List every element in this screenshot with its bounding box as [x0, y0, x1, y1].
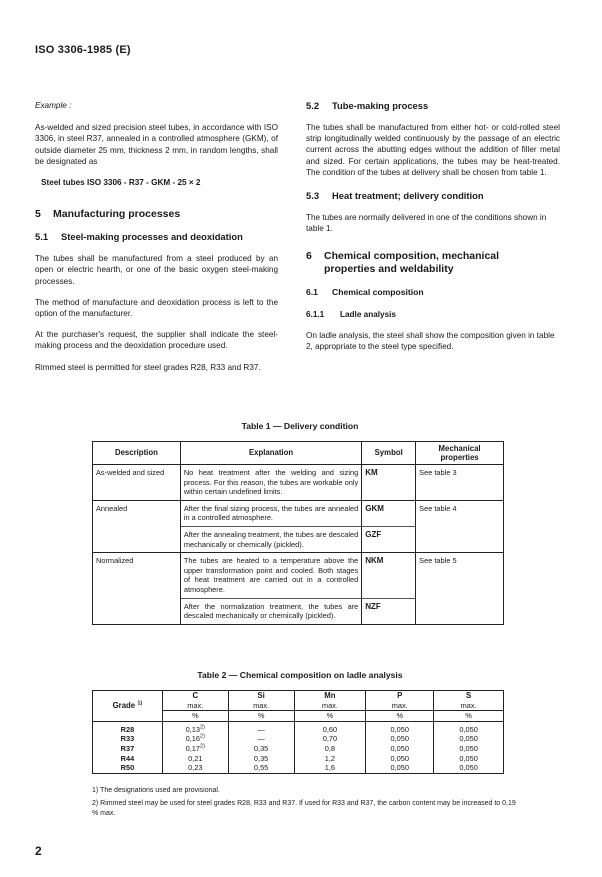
cell-symbol: GZF — [362, 526, 416, 552]
table-2-footnote-2: 2) Rimmed steel may be used for steel grades R28, R33 and R37. If used for R33 and R37, the carbon content may be increased to 0,19 % max. — [92, 800, 516, 817]
table-row — [93, 553, 504, 598]
cell-si: — — [228, 721, 294, 734]
header-c: C — [162, 691, 228, 701]
cell-max: max. — [162, 701, 228, 711]
section-6-heading — [306, 250, 560, 276]
cell-p: 0,050 — [366, 744, 434, 754]
designation-text: Steel tubes ISO 3306 - R37 - GKM - 25 × 2 — [41, 178, 201, 188]
table-1-delivery-condition — [92, 441, 504, 625]
header-si: Si — [228, 691, 294, 701]
section-number: 6 — [306, 250, 312, 263]
table-row — [93, 734, 504, 744]
table-header-row — [93, 442, 504, 465]
section-number: 5.1 — [35, 231, 49, 243]
section-6-1-1-heading — [306, 309, 560, 320]
table-row — [93, 598, 504, 624]
cell-unit: % — [434, 711, 504, 722]
cell-s: 0,050 — [434, 734, 504, 744]
cell-explanation: After the annealing treatment, the tubes are descaled mechanically or chemically (pickled). — [180, 526, 361, 552]
section-title: Chemical composition, mechanical properties and weldability — [324, 250, 500, 276]
table-row — [93, 763, 504, 773]
cell-grade: R44 — [93, 754, 163, 764]
cell-grade: R28 — [93, 721, 163, 734]
section-title: Steel-making processes and deoxidation — [61, 231, 243, 243]
table-2-chemical-composition — [92, 690, 504, 774]
section-number: 5.2 — [306, 100, 320, 111]
cell-explanation: The tubes are heated to a temperature above the upper transformation point and cooled. Both stages of heat treatment are carried out in a controlled atmosphere. — [180, 553, 361, 598]
cell-description: Annealed — [93, 500, 181, 526]
section-title: Tube-making process — [332, 100, 429, 111]
document-header: ISO 3306-1985 (E) — [35, 44, 131, 56]
example-text: As-welded and sized precision steel tubes, in accordance with ISO 3306, in steel R37, annealed in a controlled atmosphere (GKM), of outside diameter 25 mm, thickness 2 mm, in random lengths, shall be designated as — [35, 123, 278, 166]
paragraph-tube-making: The tubes shall be manufactured from either hot- or cold-rolled steel strip longitudinally welded continuously by the passage of an electric current across the abutting edges without the addition of filler metal and sized. For certain applications, the tubes may be heat-treated. The condition of the tubes at delivery shall be chosen from table 1. — [306, 123, 560, 177]
right-column — [306, 100, 560, 352]
cell-description-empty — [93, 598, 181, 624]
section-5-3-heading — [306, 190, 560, 202]
section-6-1-heading — [306, 287, 560, 298]
paragraph-rimmed-steel: Rimmed steel is permitted for steel grades R28, R33 and R37. — [35, 362, 261, 372]
cell-max: max. — [366, 701, 434, 711]
cell-si: 0,55 — [228, 763, 294, 773]
cell-explanation: No heat treatment after the welding and sizing process. For this reason, the tubes are workable only within certain undefined limits. — [180, 465, 361, 501]
cell-symbol: GKM — [362, 500, 416, 526]
cell-s: 0,050 — [434, 744, 504, 754]
cell-unit: % — [294, 711, 366, 722]
table-header-row — [93, 691, 504, 701]
table-row — [93, 744, 504, 754]
table-row — [93, 526, 504, 552]
table-2-caption: Table 2 — Chemical composition on ladle analysis — [197, 670, 403, 680]
cell-grade: R33 — [93, 734, 163, 744]
table-2-footnote-1: 1) The designations used are provisional. — [92, 787, 220, 794]
cell-description-empty — [93, 526, 181, 552]
cell-p: 0,050 — [366, 721, 434, 734]
cell-s: 0,050 — [434, 763, 504, 773]
paragraph-manufacture-method: The method of manufacture and deoxidation process is left to the option of the manufacturer. — [35, 297, 278, 319]
cell-p: 0,050 — [366, 734, 434, 744]
paragraph-ladle-analysis: On ladle analysis, the steel shall show the composition given in table 2, appropriate to the steel type specified. — [306, 330, 555, 352]
header-mechanical-properties: Mechanical properties — [416, 442, 504, 465]
section-title: Ladle analysis — [340, 309, 396, 319]
cell-mechanical: See table 5 — [416, 553, 504, 598]
table-1-caption: Table 1 — Delivery condition — [241, 421, 359, 431]
cell-s: 0,050 — [434, 721, 504, 734]
cell-explanation: After the normalization treatment, the tubes are descaled mechanically or chemically (pickled). — [180, 598, 361, 624]
cell-mechanical-empty — [416, 598, 504, 624]
cell-si: 0,35 — [228, 754, 294, 764]
cell-si: 0,35 — [228, 744, 294, 754]
cell-mechanical-empty — [416, 526, 504, 552]
header-description: Description — [93, 442, 181, 465]
cell-mn: 1,2 — [294, 754, 366, 764]
section-5-2-heading — [306, 100, 560, 112]
page-number: 2 — [35, 844, 42, 858]
cell-s: 0,050 — [434, 754, 504, 764]
table-row — [93, 465, 504, 501]
cell-max: max. — [434, 701, 504, 711]
section-number: 5.3 — [306, 190, 320, 202]
section-5-1-heading — [35, 231, 278, 243]
cell-symbol: NKM — [362, 553, 416, 598]
cell-unit: % — [228, 711, 294, 722]
cell-p: 0,050 — [366, 754, 434, 764]
cell-si: — — [228, 734, 294, 744]
section-5-heading — [35, 208, 278, 221]
cell-grade: R37 — [93, 744, 163, 754]
section-title: Chemical composition — [332, 287, 424, 298]
table-row — [93, 754, 504, 764]
section-title: Heat treatment; delivery condition — [332, 190, 484, 202]
cell-unit: % — [366, 711, 434, 722]
header-symbol: Symbol — [362, 442, 416, 465]
cell-max: max. — [294, 701, 366, 711]
cell-mn: 0,60 — [294, 721, 366, 734]
cell-c: 0,17$^{2)}$ — [162, 744, 228, 754]
cell-c: 0,21 — [162, 754, 228, 764]
cell-explanation: After the final sizing process, the tubes are annealed in a controlled atmosphere. — [180, 500, 361, 526]
cell-c: 0,13$^{2)}$ — [162, 721, 228, 734]
header-explanation: Explanation — [180, 442, 361, 465]
example-label: Example : — [35, 101, 72, 110]
header-p: P — [366, 691, 434, 701]
header-s: S — [434, 691, 504, 701]
cell-c: 0,16$^{2)}$ — [162, 734, 228, 744]
paragraph-heat-treatment: The tubes are normally delivered in one of the conditions shown in table 1. — [306, 213, 547, 234]
cell-c: 0,23 — [162, 763, 228, 773]
cell-mechanical: See table 4 — [416, 500, 504, 526]
paragraph-purchaser-request: At the purchaser's request, the supplier shall indicate the steel-making process and the deoxidation procedure used. — [35, 330, 278, 351]
header-mn: Mn — [294, 691, 366, 701]
cell-grade: R50 — [93, 763, 163, 773]
section-number: 5 — [35, 208, 41, 221]
cell-description: As-welded and sized — [93, 465, 181, 501]
cell-mn: 1,6 — [294, 763, 366, 773]
table-row — [93, 500, 504, 526]
section-title: Manufacturing processes — [53, 208, 181, 221]
table-row — [93, 721, 504, 734]
cell-mn: 0,70 — [294, 734, 366, 744]
section-number: 6.1.1 — [306, 309, 325, 319]
cell-symbol: NZF — [362, 598, 416, 624]
cell-unit: % — [162, 711, 228, 722]
paragraph-steel-making: The tubes shall be manufactured from a steel produced by an open or electric hearth, or one of the basic oxygen steel-making processes. — [35, 254, 278, 286]
cell-description: Normalized — [93, 553, 181, 598]
cell-mn: 0,8 — [294, 744, 366, 754]
cell-symbol: KM — [362, 465, 416, 501]
cell-mechanical: See table 3 — [416, 465, 504, 501]
section-number: 6.1 — [306, 287, 318, 298]
header-grade: Grade $^{1)}$ — [93, 691, 163, 722]
cell-max: max. — [228, 701, 294, 711]
cell-p: 0,050 — [366, 763, 434, 773]
left-column — [35, 100, 278, 373]
